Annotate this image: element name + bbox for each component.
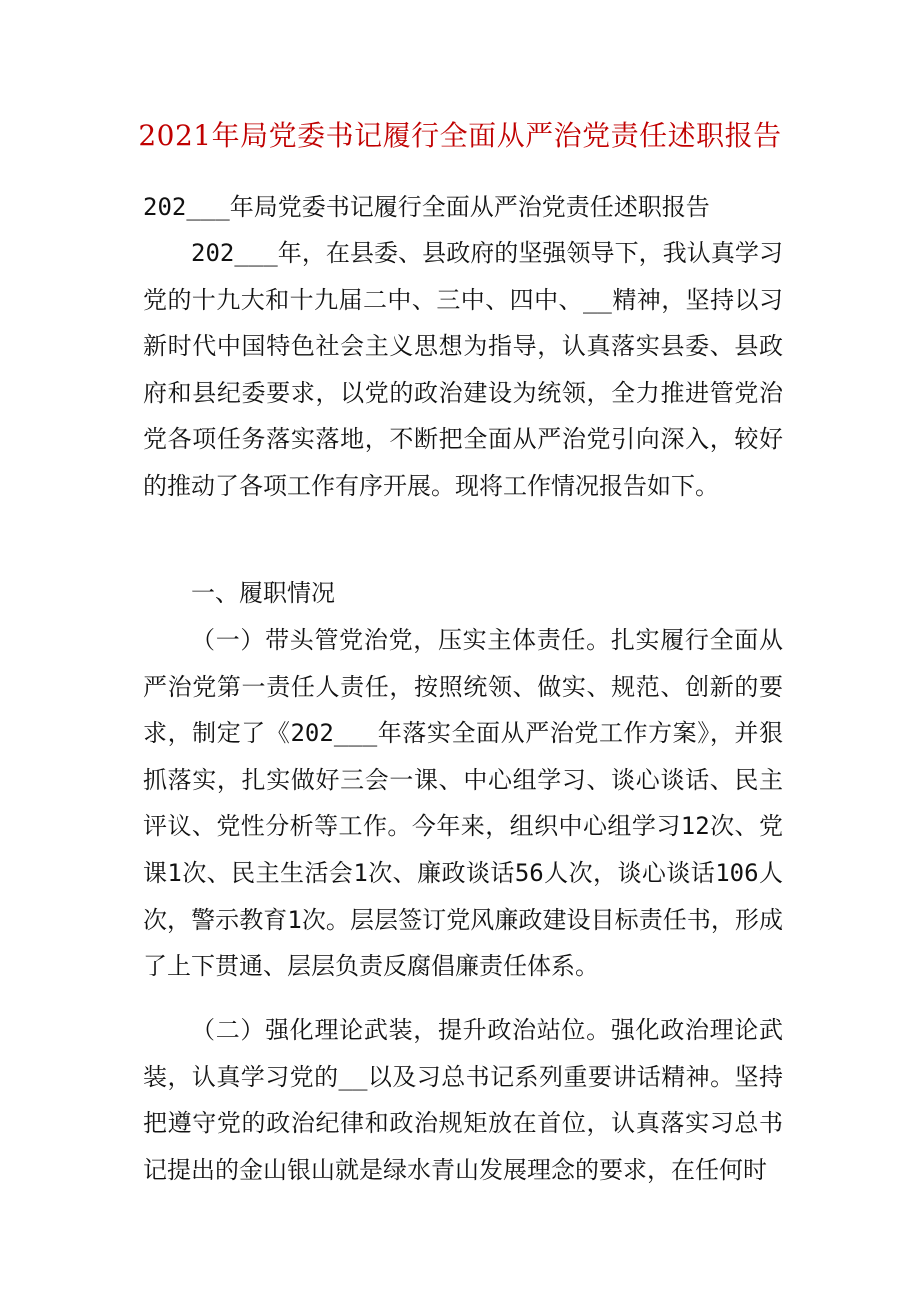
document-title: 2021年局党委书记履行全面从严治党责任述职报告 bbox=[138, 119, 782, 152]
section-paragraph-2: （二）强化理论武装，提升政治站位。强化政治理论武装，认真学习党的__以及习总书记系列重要讲话精神。坚持把遵守党的政治纪律和政治规矩放在首位，认真落实习总书记提出的金山银山就是绿水青山发展理念的要求，在任何时 bbox=[143, 1016, 783, 1184]
document-subtitle: 202___年局党委书记履行全面从严治党责任述职报告 bbox=[143, 193, 710, 221]
intro-paragraph: 202___年，在县委、县政府的坚强领导下，我认真学习党的十九大和十九届二中、三中、四中、__精神，坚持以习新时代中国特色社会主义思想为指导，认真落实县委、县政府和县纪委要求，以党的政治建设为统领，全力推进管党治党各项任务落实落地，不断把全面从严治党引向深入，较好的推动了各项工作有序开展。现将工作情况报告如下。 bbox=[143, 239, 783, 500]
section-paragraph-1: （一）带头管党治党，压实主体责任。扎实履行全面从严治党第一责任人责任，按照统领、做实、规范、创新的要求，制定了《202___年落实全面从严治党工作方案》，并狠抓落实，扎实做好三会一课、中心组学习、谈心谈话、民主评议、党性分析等工作。今年来，组织中心组学习12次、党课1次、民主生活会1次、廉政谈话56人次，谈心谈话106人次，警示教育1次。层层签订党风廉政建设目标责任书，形成了上下贯通、层层负责反腐倡廉责任体系。 bbox=[143, 626, 783, 981]
section-heading: 一、履职情况 bbox=[191, 579, 335, 607]
